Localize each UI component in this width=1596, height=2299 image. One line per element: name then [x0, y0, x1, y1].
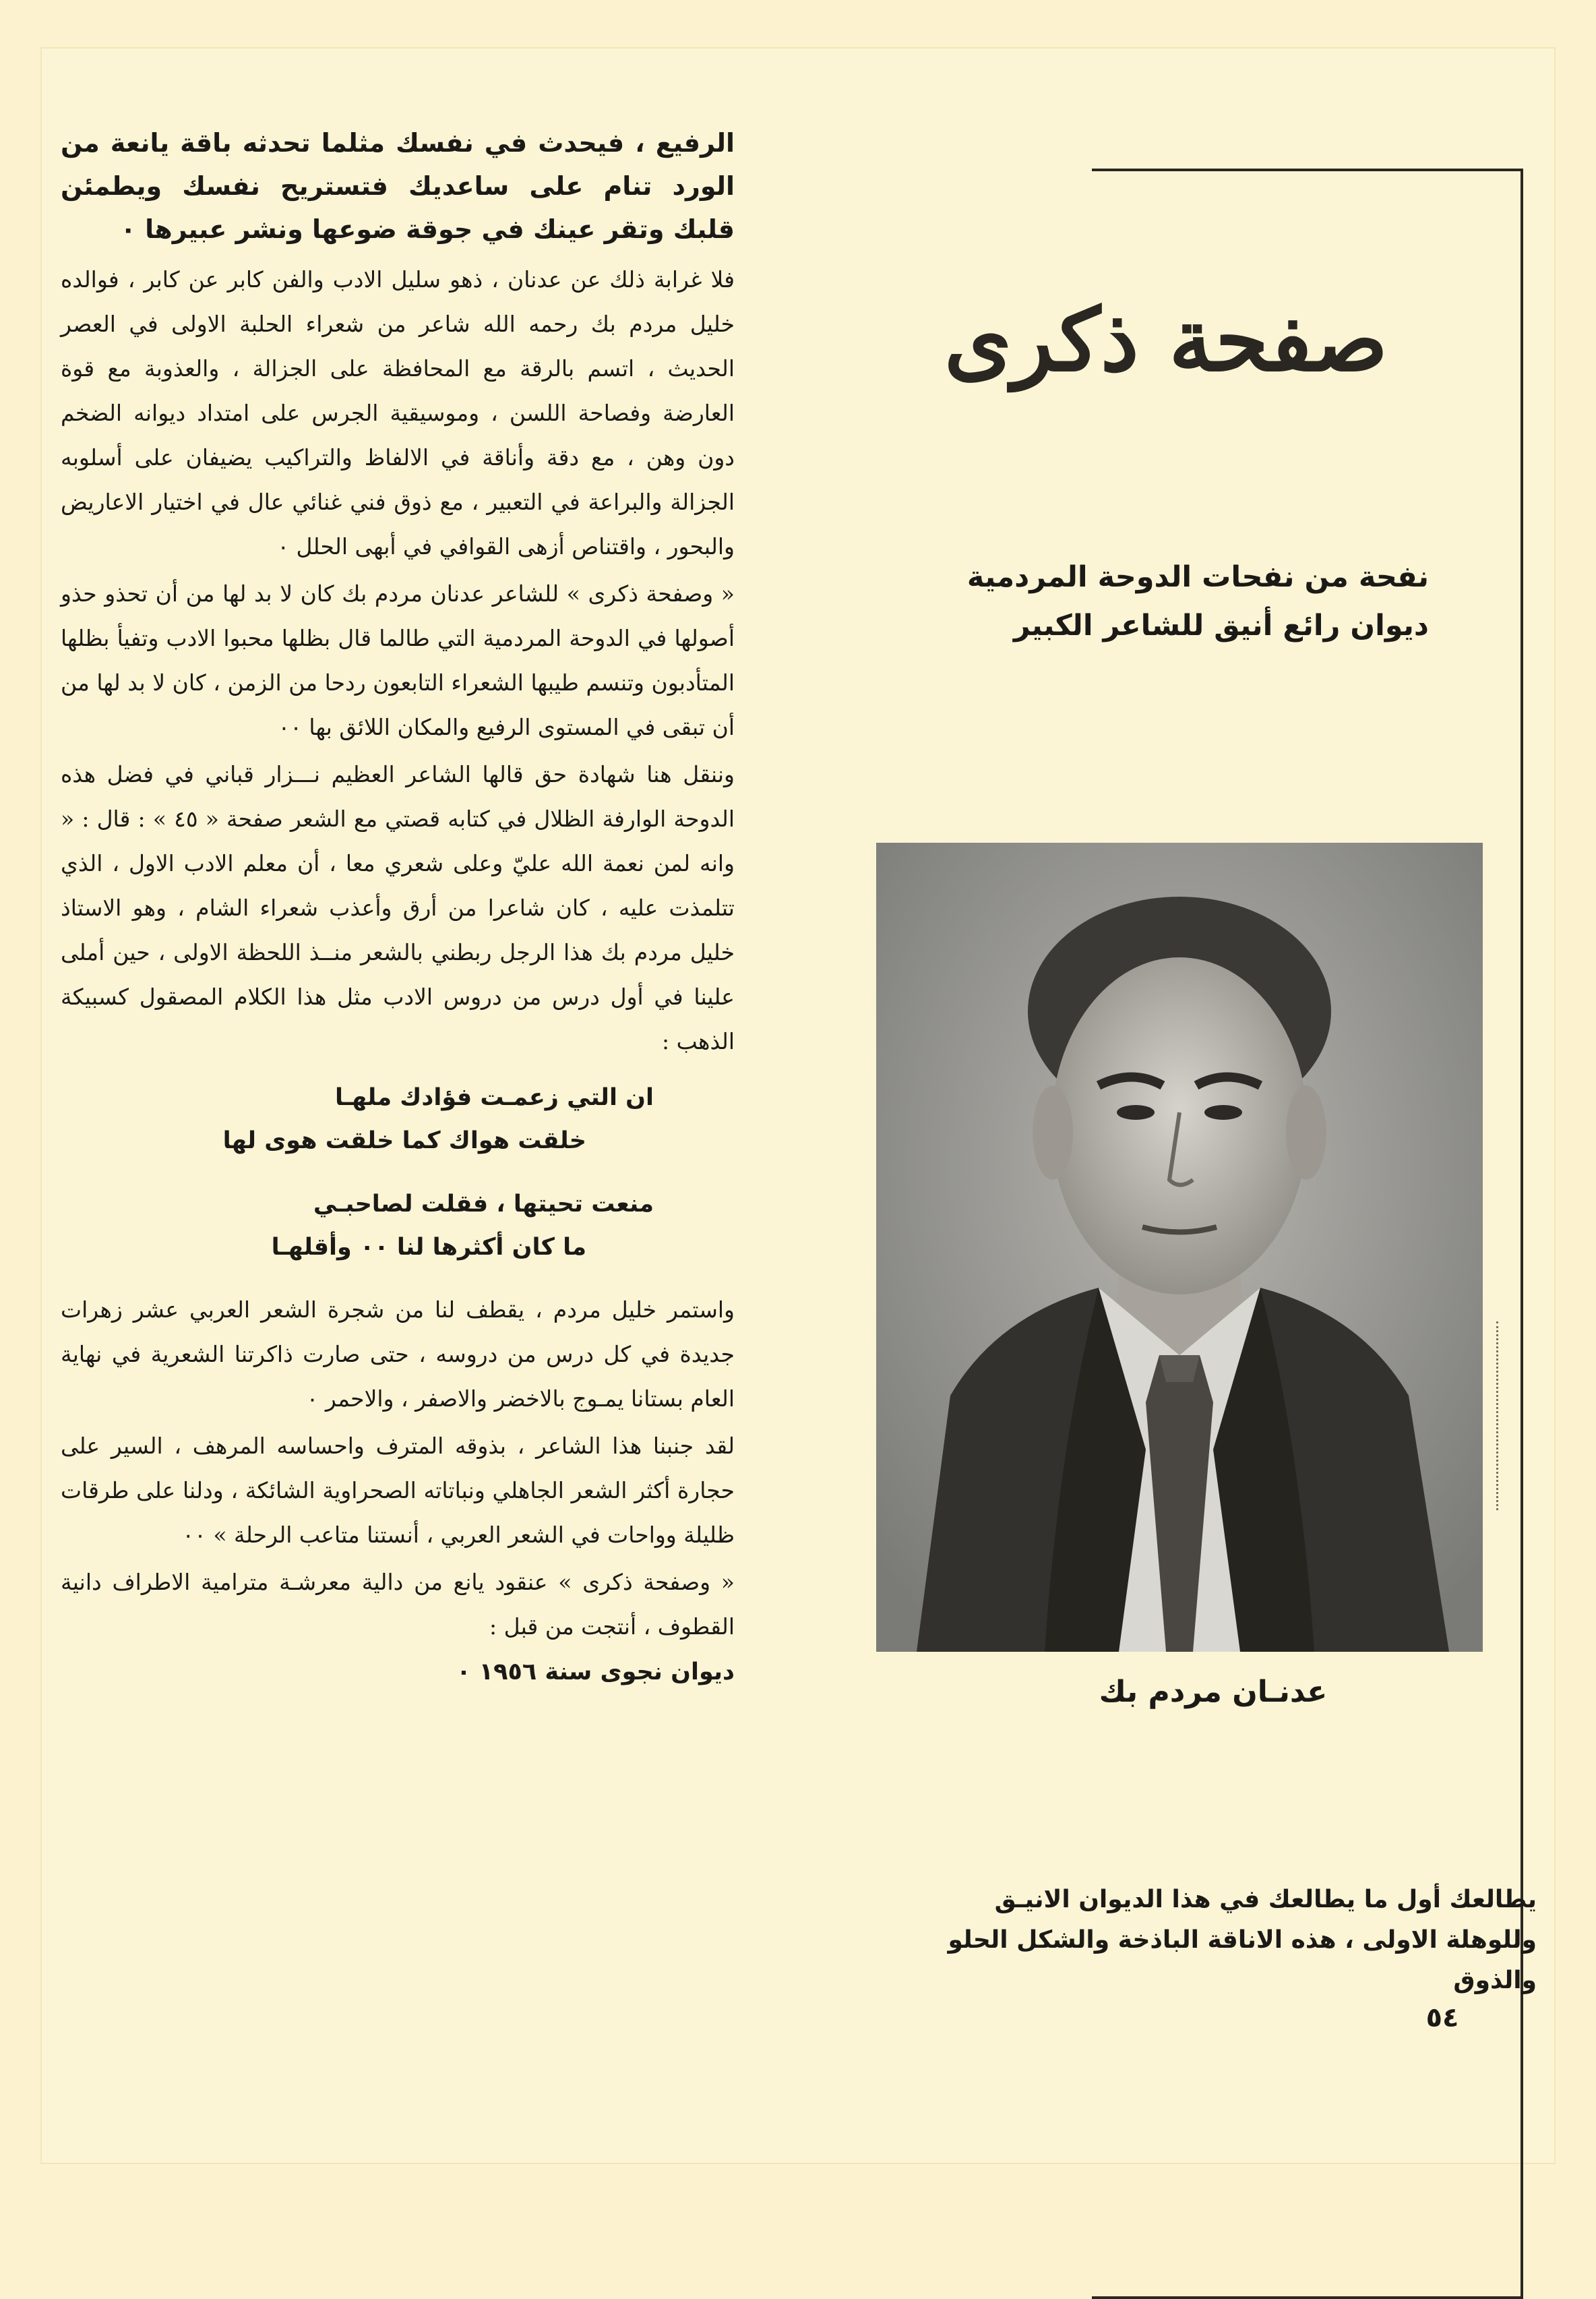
verse-line: ما كان أكثرها لنا ٠٠ وأقلهـا — [271, 1234, 586, 1261]
subtitle-line: ديوان رائع أنيق للشاعر الكبير — [1013, 609, 1429, 643]
frame-divider — [1092, 169, 1523, 171]
article-paragraph: فلا غرابة ذلك عن عدنان ، ذهو سليل الادب والفن كابر عن كابر ، فوالده خليل مردم بك رحمه الله شاعر من شعراء الحلبة الاولى في العصر الحديث ، اتسم بالرقة مع المحافظة على الجزالة ، والعذوبة مع قوة العارضة وفصاحة اللسن ، وموسيقية الجرس على امتداد ديوانه الضخم دون وهن ، مع دقة وأناقة في الالفاظ والتراكيب يضيفان على أسلوبه الجزالة والبراعة في التعبير ، مع ذوق فني غنائي عال في اختيار الاعاريض والبحور ، واقتناص أزهى القوافي في أبهى الحلل ٠ — [61, 266, 735, 560]
article-paragraph: واستمر خليل مردم ، يقطف لنا من شجرة الشعر العربي عشر زهرات جديدة في كل درس من دروسه ، حتى صارت ذاكرتنا الشعرية في نهاية العام بستانا يمـوج بالاخضر والاصفر ، والاحمر ٠ — [61, 1296, 735, 1412]
feature-subtitle — [903, 553, 1429, 650]
portrait-photo — [876, 843, 1483, 1652]
photo-caption: عدنـان مردم بك — [1099, 1675, 1328, 1709]
article-column — [61, 121, 735, 1692]
page-number: ٥٤ — [1425, 2002, 1459, 2033]
verse-line: خلقت هواك كما خلقت هوى لها — [222, 1127, 586, 1154]
article-final-line: ديوان نجوى سنة ١٩٥٦ ٠ — [456, 1659, 735, 1685]
footer-line: وللوهلة الاولى ، هذه الاناقة الباذخة والشكل الحلو والذوق — [948, 1926, 1537, 1994]
page-edge-mark — [1496, 1321, 1501, 1510]
feature-footer-note — [863, 1880, 1537, 2001]
article-lead: الرفيع ، فيحدث في نفسك مثلما تحدثه باقة يانعة من الورد تنام على ساعديك فتستريح نفسك ويطمئن قلبك وتقر عينك في جوقة ضوعها ونشر عبيرها ٠ — [61, 128, 735, 244]
verse-line: ان التي زعمـت فؤادك ملهـا — [334, 1084, 654, 1111]
portrait-image — [876, 843, 1483, 1652]
verse-line: منعت تحيتها ، فقلت لصاحبـي — [313, 1191, 654, 1218]
frame-divider — [1092, 2296, 1523, 2299]
article-paragraph: « وصفحة ذكرى » عنقود يانع من دالية معرشـة مترامية الاطراف دانية القطوف ، أنتجت من قبل : — [61, 1569, 735, 1640]
article-paragraph: « وصفحة ذكرى » للشاعر عدنان مردم بك كان لا بد لها من أن تحذو حذو أصولها في الدوحة المردمية التي طالما قال بظلها محبوا الادب وتفيأ بظلها المتأدبون وتنسم طيبها الشعراء التابعون ردحا من الزمن ، كان لا بد لها من أن تبقى في المستوى الرفيع والمكان اللائق بها ٠٠ — [61, 580, 735, 740]
article-paragraph: وننقل هنا شهادة حق قالها الشاعر العظيم نـــزار قباني في فضل هذه الدوحة الوارفة الظلال في كتابه قصتي مع الشعر صفحة « ٤٥ » : قال : « وانه لمن نعمة الله عليّ وعلى شعري معا ، أن معلم الادب الاول ، الذي تتلمذت عليه ، كان شاعرا من أرق وأعذب شعراء الشام ، وهو الاستاذ خليل مردم بك هذا الرجل ربطني بالشعر منــذ اللحظة الاولى ، حين أملى علينا في أول درس من دروس الادب مثل هذا الكلام المصقول كسبيكة الذهب : — [61, 761, 735, 1054]
article-paragraph: لقد جنبنا هذا الشاعر ، بذوقه المترف واحساسه المرهف ، السير على حجارة أكثر الشعر الجاهلي ونباتاته الصحراوية الشائكة ، ودلنا على طرقات ظليلة وواحات في الشعر العربي ، أنستنا متاعب الرحلة » ٠٠ — [61, 1433, 735, 1548]
footer-line: يطالعك أول ما يطالعك في هذا الديوان الانيـق — [994, 1886, 1537, 1913]
page-title: صفحة ذكرى — [944, 290, 1388, 391]
subtitle-line: نفحة من نفحات الدوحة المردمية — [966, 560, 1429, 594]
poem-verses — [61, 1076, 735, 1269]
